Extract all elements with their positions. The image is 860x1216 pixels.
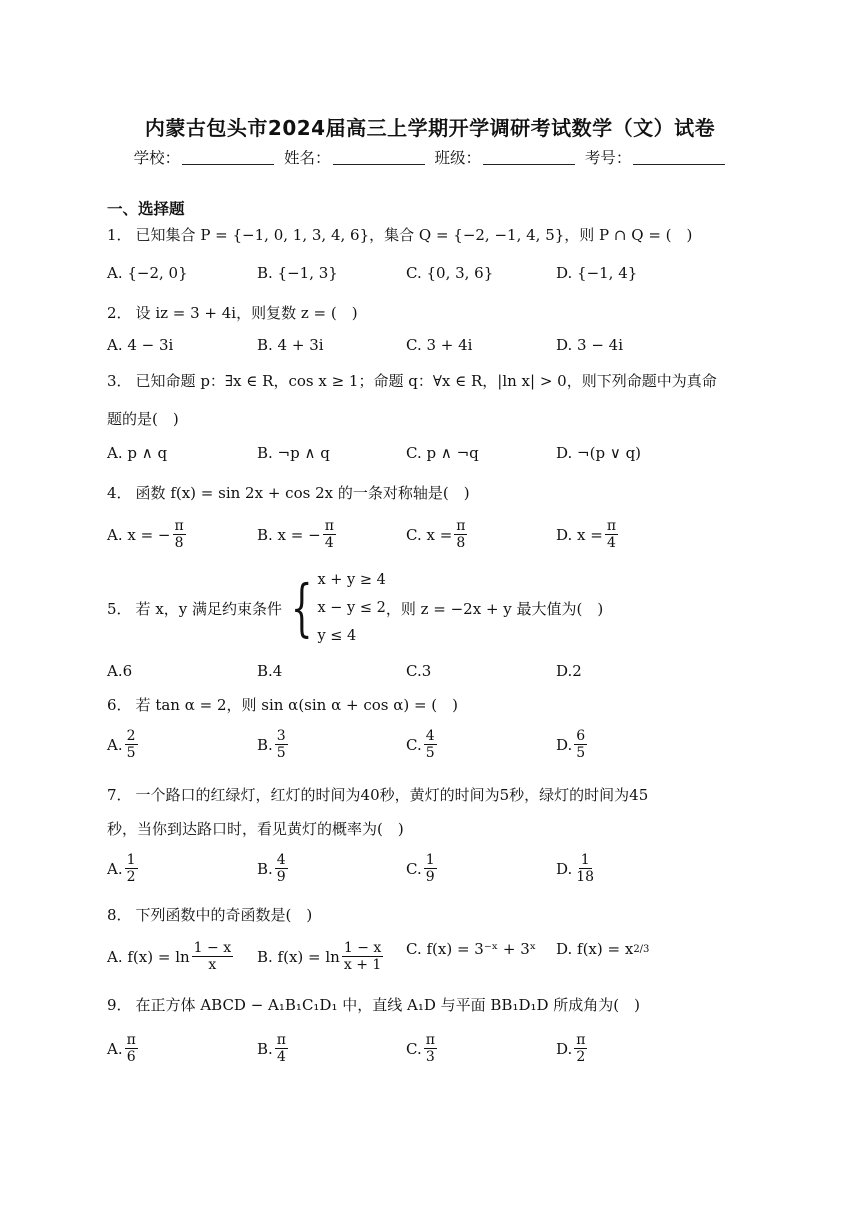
fraction: $\frac{\pi}{4}$ — [324, 518, 334, 552]
option-b: B. $\frac{\pi}{4}$ — [257, 1032, 286, 1066]
exam-number-blank — [633, 150, 725, 165]
name-label: 姓名： — [284, 149, 331, 167]
page-title: 内蒙古包头市2024届高三上学期开学调研考试数学（文）试卷 — [144, 116, 716, 140]
question-text: 在正方体 ABCD − A₁B₁C₁D₁ 中，直线 A₁D 与平面 BB₁D₁D 所成角为( ) — [135, 996, 641, 1014]
exam-number-label: 考号： — [584, 149, 632, 167]
option-d: D. $\frac{1}{18}$ — [556, 852, 595, 886]
option-c: C. $\frac{1}{9}$ — [406, 852, 435, 886]
option-a: A. $\frac{1}{2}$ — [107, 852, 136, 886]
question-8-options — [107, 940, 767, 984]
section-heading: 一、选择题 — [107, 200, 185, 218]
fraction: $\frac{1}{9}$ — [425, 852, 435, 886]
question-7-continued: 秒，当你到达路口时，看见黄灯的概率为( ) — [107, 820, 404, 838]
fraction: $\frac{2}{5}$ — [126, 728, 136, 762]
question-9: 9． 在正方体 ABCD − A₁B₁C₁D₁ 中，直线 A₁D 与平面 BB₁D₁D 所成角为( ) — [107, 996, 641, 1014]
constraint-line: x + y ≥ 4 — [317, 572, 386, 588]
option-c: C. x = $\frac{\pi}{8}$ — [406, 518, 466, 552]
question-4-options — [107, 518, 767, 558]
question-1-options — [107, 264, 767, 296]
question-text: 一个路口的红绿灯，红灯的时间为40秒，黄灯的时间为5秒，绿灯的时间为45 — [135, 786, 649, 804]
option-d: D. x = $\frac{\pi}{4}$ — [556, 518, 617, 552]
class-label: 班级： — [434, 149, 481, 167]
question-5-options — [107, 662, 767, 694]
option-a: A. p ∧ q — [107, 444, 168, 462]
question-text: 下列函数中的奇函数是( ) — [135, 906, 313, 924]
option-b: B. x = − $\frac{\pi}{4}$ — [257, 518, 334, 552]
option-c: C. 3 + 4i — [406, 336, 473, 354]
fraction: $\frac{\pi}{6}$ — [126, 1032, 136, 1066]
student-info-line — [0, 146, 860, 168]
option-d: D. f(x) = x 2/3 — [556, 940, 650, 958]
school-label: 学校： — [133, 149, 181, 167]
option-d: D. $\frac{6}{5}$ — [556, 728, 586, 762]
fraction: $\frac{\pi}{2}$ — [576, 1032, 586, 1066]
option-c: C. f(x) = 3⁻ˣ + 3ˣ — [406, 940, 537, 958]
fraction: $\frac{4}{9}$ — [276, 852, 286, 886]
brace-icon: { — [290, 571, 313, 644]
option-b: B. $\frac{3}{5}$ — [257, 728, 286, 762]
fraction: $\frac{\pi}{4}$ — [276, 1032, 286, 1066]
name-blank — [333, 150, 425, 165]
question-3-continued: 题的是( ) — [107, 410, 179, 428]
option-b: B. f(x) = ln $\frac{1 - x}{x + 1}$ — [257, 940, 382, 974]
option-c: C.3 — [406, 662, 432, 680]
option-a: A. $\frac{\pi}{6}$ — [107, 1032, 136, 1066]
option-a: A. x = − $\frac{\pi}{8}$ — [107, 518, 184, 552]
exponent: 2/3 — [633, 943, 650, 955]
option-d: D. {−1, 4} — [556, 264, 638, 282]
question-6: 6． 若 tan α = 2，则 sin α(sin α + cos α) = ( ) — [107, 696, 459, 714]
option-d: D.2 — [556, 662, 582, 680]
constraint-line: y ≤ 4 — [317, 628, 357, 644]
fraction: $\frac{\pi}{3}$ — [425, 1032, 435, 1066]
option-a: A. 4 − 3i — [107, 336, 174, 354]
option-c: C. p ∧ ¬q — [406, 444, 479, 462]
option-a: A. {−2, 0} — [107, 264, 188, 282]
question-7-options — [107, 852, 767, 894]
option-a: A.6 — [107, 662, 133, 680]
option-c: C. $\frac{\pi}{3}$ — [406, 1032, 435, 1066]
fraction: $\frac{\pi}{8}$ — [456, 518, 466, 552]
fraction: $\frac{3}{5}$ — [276, 728, 286, 762]
question-3-options — [107, 444, 767, 476]
class-blank — [483, 150, 575, 165]
fraction: $\frac{4}{5}$ — [425, 728, 435, 762]
question-4: 4． 函数 f(x) = sin 2x + cos 2x 的一条对称轴是( ) — [107, 484, 470, 502]
question-8: 8． 下列函数中的奇函数是( ) — [107, 906, 313, 924]
constraint-system — [282, 566, 386, 650]
fraction: $\frac{1}{2}$ — [126, 852, 136, 886]
option-a: A. f(x) = ln $\frac{1 - x}{x}$ — [107, 940, 232, 974]
fraction: $\frac{1 - x}{x}$ — [193, 940, 232, 974]
question-1: 1． 已知集合 P = {−1, 0, 1, 3, 4, 6}，集合 Q = {−2, −1, 4, 5}，则 P ∩ Q = ( ) — [107, 226, 693, 244]
question-text: 已知命题 p：∃x ∈ R，cos x ≥ 1；命题 q：∀x ∈ R，|ln x| > 0，则下列命题中为真命 — [135, 372, 717, 390]
option-d: D. 3 − 4i — [556, 336, 624, 354]
question-9-options — [107, 1032, 767, 1076]
option-a: A. $\frac{2}{5}$ — [107, 728, 136, 762]
school-blank — [182, 150, 274, 165]
question-7: 7． 一个路口的红绿灯，红灯的时间为40秒，黄灯的时间为5秒，绿灯的时间为45 — [107, 786, 649, 804]
option-b: B. $\frac{4}{9}$ — [257, 852, 286, 886]
question-text: 已知集合 P = {−1, 0, 1, 3, 4, 6}，集合 Q = {−2, −1, 4, 5}，则 P ∩ Q = ( ) — [135, 226, 693, 244]
fraction: $\frac{6}{5}$ — [576, 728, 586, 762]
option-c: C. $\frac{4}{5}$ — [406, 728, 435, 762]
fraction: $\frac{\pi}{4}$ — [606, 518, 617, 552]
question-3: 3． 已知命题 p：∃x ∈ R，cos x ≥ 1；命题 q：∀x ∈ R，|ln x| > 0，则下列命题中为真命 — [107, 372, 717, 390]
question-2: 2． 设 iz = 3 + 4i，则复数 z = ( ) — [107, 304, 358, 322]
option-b: B.4 — [257, 662, 283, 680]
question-text: 设 iz = 3 + 4i，则复数 z = ( ) — [135, 304, 358, 322]
option-d: D. ¬(p ∨ q) — [556, 444, 642, 462]
constraint-line: x − y ≤ 2 — [317, 600, 386, 616]
option-d: D. $\frac{\pi}{2}$ — [556, 1032, 586, 1066]
option-c: C. {0, 3, 6} — [406, 264, 494, 282]
question-text: 若 tan α = 2，则 sin α(sin α + cos α) = ( ) — [135, 696, 459, 714]
question-text: 函数 f(x) = sin 2x + cos 2x 的一条对称轴是( ) — [135, 484, 470, 502]
question-2-options — [107, 336, 767, 368]
question-6-options — [107, 728, 767, 770]
fraction: $\frac{1}{18}$ — [576, 852, 595, 886]
option-b: B. {−1, 3} — [257, 264, 338, 282]
option-b: B. ¬p ∧ q — [257, 444, 330, 462]
fraction: $\frac{1 - x}{x + 1}$ — [343, 940, 382, 974]
question-5: 5． 若 x，y 满足约束条件 { x + y ≥ 4 x − y ≤ 2 y ≤ 4 ，则 z = −2x + y 最大值为( ) — [107, 566, 757, 650]
fraction: $\frac{\pi}{8}$ — [174, 518, 184, 552]
option-b: B. 4 + 3i — [257, 336, 324, 354]
